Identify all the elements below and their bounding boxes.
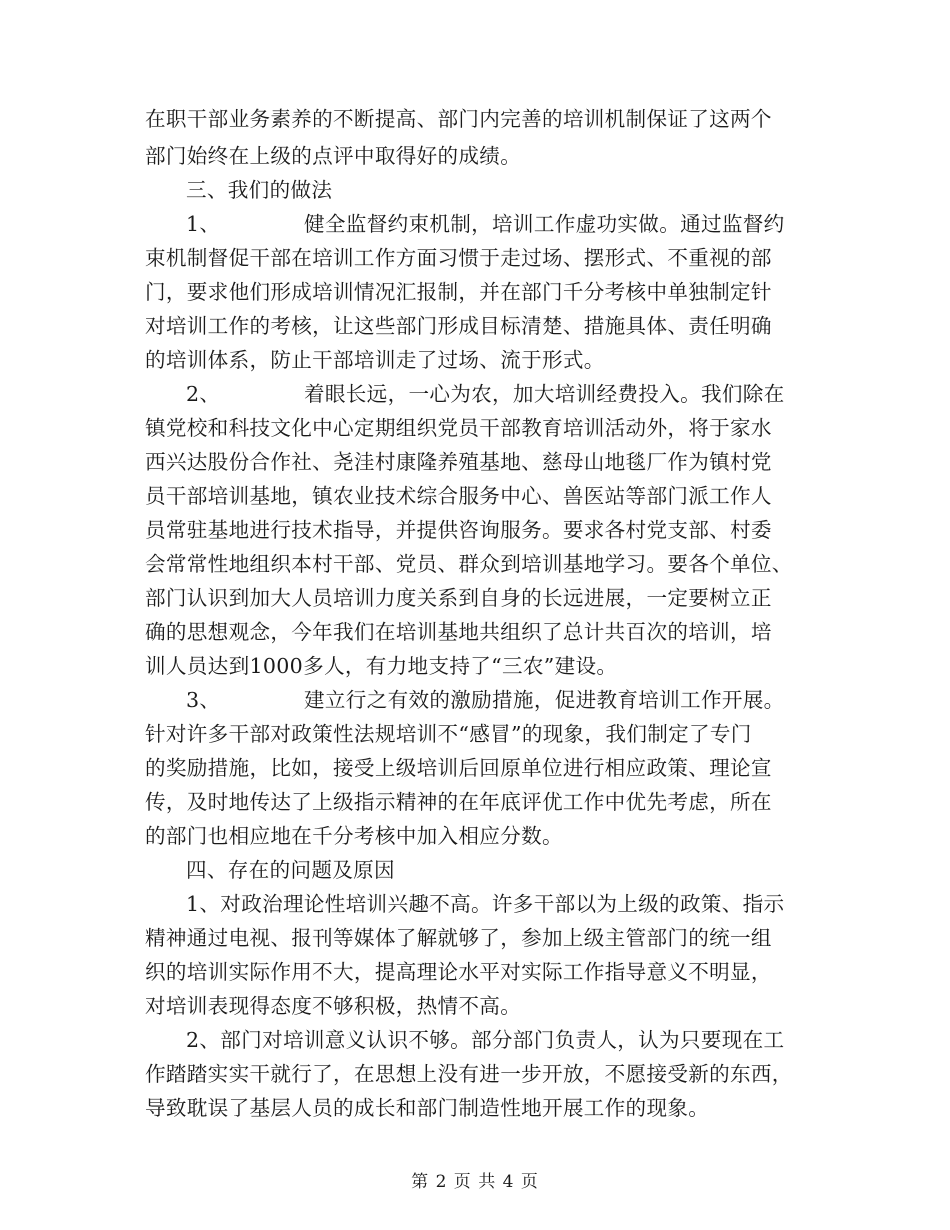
paragraph-first-line: 1、对政治理论性培训兴趣不高。许多干部以为上级的政策、指示 xyxy=(186,892,785,916)
body-line: 员常驻基地进行技术指导，并提供咨询服务。要求各村党支部、村委 xyxy=(145,518,772,542)
list-item-text: 着眼长远，一心为农，加大培训经费投入。我们除在 xyxy=(304,382,785,406)
body-line: 部门认识到加大人员培训力度关系到自身的长远进展，一定要树立正 xyxy=(145,586,772,610)
body-line: 会常常性地组织本村干部、党员、群众到培训基地学习。要各个单位、 xyxy=(145,552,793,576)
list-item-text: 建立行之有效的激励措施，促进教育培训工作开展。 xyxy=(304,688,785,712)
body-line: 确的思想观念，今年我们在培训基地共组织了总计共百次的培训，培 xyxy=(145,620,772,644)
list-item-first-line xyxy=(186,209,785,239)
list-number: 2、 xyxy=(186,382,221,406)
body-line: 镇党校和科技文化中心定期组织党员干部教育培训活动外，将于家水 xyxy=(145,416,772,440)
body-line: 织的培训实际作用不大，提高理论水平对实际工作指导意义不明显， xyxy=(145,960,772,984)
list-item-first-line xyxy=(186,685,785,715)
body-line: 训人员达到1000多人，有力地支持了“三农”建设。 xyxy=(145,654,618,678)
list-number: 1、 xyxy=(186,212,221,236)
body-line: 的部门也相应地在千分考核中加入相应分数。 xyxy=(145,824,563,848)
body-line: 针对许多干部对政策性法规培训不“感冒”的现象，我们制定了专门 xyxy=(145,722,752,746)
page-footer: 第 2 页 共 4 页 xyxy=(411,1172,539,1192)
body-line: 西兴达股份合作社、尧洼村康隆养殖基地、慈母山地毯厂作为镇村党 xyxy=(145,450,772,474)
body-line: 导致耽误了基层人员的成长和部门制造性地开展工作的现象。 xyxy=(145,1096,710,1120)
body-line: 的培训体系，防止干部培训走了过场、流于形式。 xyxy=(145,348,605,372)
body-line: 束机制督促干部在培训工作方面习惯于走过场、摆形式、不重视的部 xyxy=(145,246,772,270)
paragraph-first-line: 2、部门对培训意义认识不够。部分部门负责人，认为只要现在工 xyxy=(186,1028,785,1052)
body-line: 部门始终在上级的点评中取得好的成绩。 xyxy=(145,144,522,168)
list-number: 3、 xyxy=(186,688,221,712)
body-line: 门，要求他们形成培训情况汇报制，并在部门千分考核中单独制定针 xyxy=(145,280,772,304)
list-item-text: 健全监督约束机制，培训工作虚功实做。通过监督约 xyxy=(304,212,785,236)
list-item-first-line xyxy=(186,379,785,409)
body-line: 对培训表现得态度不够积极，热情不高。 xyxy=(145,994,522,1018)
body-line: 作踏踏实实干就行了，在思想上没有进一步开放，不愿接受新的东西， xyxy=(145,1062,793,1086)
body-line: 传，及时地传达了上级指示精神的在年底评优工作中优先考虑，所在 xyxy=(145,790,772,814)
body-line: 对培训工作的考核，让这些部门形成目标清楚、措施具体、责任明确 xyxy=(145,314,772,338)
body-line: 精神通过电视、报刊等媒体了解就够了，参加上级主管部门的统一组 xyxy=(145,926,772,950)
section-heading: 三、我们的做法 xyxy=(186,178,333,202)
body-line: 的奖励措施，比如，接受上级培训后回原单位进行相应政策、理论宣 xyxy=(145,756,772,780)
body-line: 员干部培训基地，镇农业技术综合服务中心、兽医站等部门派工作人 xyxy=(145,484,772,508)
body-line: 在职干部业务素养的不断提高、部门内完善的培训机制保证了这两个 xyxy=(145,107,772,131)
section-heading: 四、存在的问题及原因 xyxy=(186,858,395,882)
